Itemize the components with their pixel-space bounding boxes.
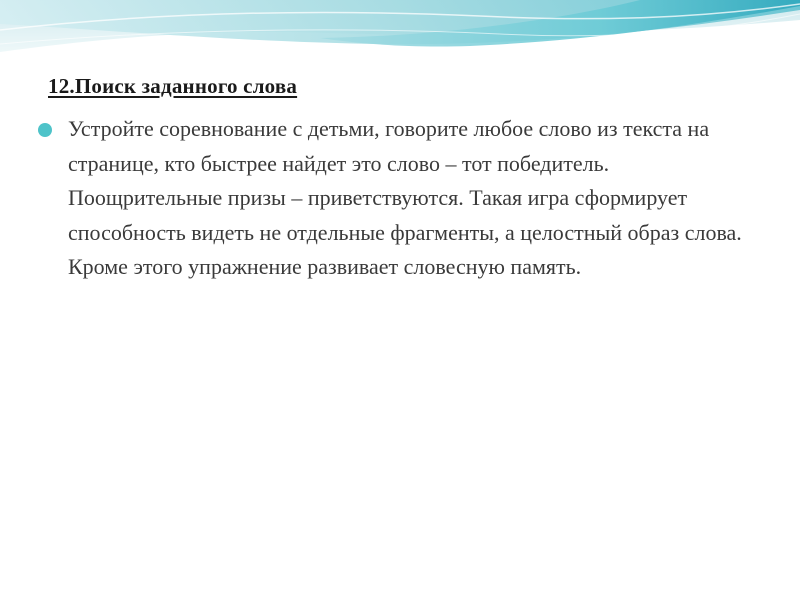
bullet-list-item	[38, 112, 758, 285]
slide-title: 12.Поиск заданного слова	[48, 74, 298, 98]
bullet-dot-icon	[38, 123, 52, 137]
bullet-text: Устройте соревнование с детьми, говорите любое слово из текста на странице, кто быстрее найдет это слово – тот победитель. Поощрительные призы – приветствуются. Такая игра сформирует способность видеть не отдельные фрагменты, а целостный образ слова. Кроме этого упражнение развивает словесную память.	[68, 116, 742, 279]
wave-header-decoration	[0, 0, 800, 80]
